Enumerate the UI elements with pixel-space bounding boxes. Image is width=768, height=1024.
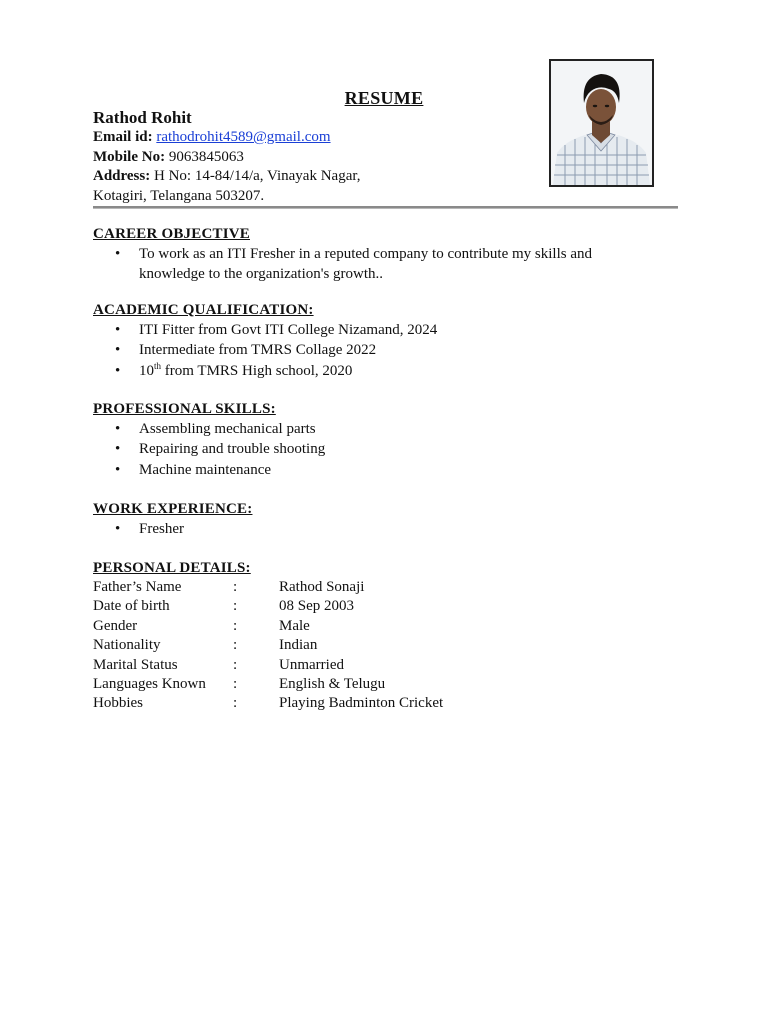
detail-label: Date of birth [93, 598, 170, 615]
detail-separator: : [233, 676, 238, 693]
table-row [93, 578, 443, 597]
detail-value: Male [279, 617, 310, 634]
contact-block [93, 108, 533, 206]
detail-separator: : [233, 579, 238, 595]
mobile-value: 9063845063 [168, 148, 244, 165]
list-item: • Intermediate from TMRS Collage 2022 [93, 340, 693, 360]
list-item: • Repairing and trouble shooting [93, 439, 693, 459]
experience-heading: WORK EXPERIENCE: [93, 501, 253, 517]
skills-section [93, 400, 693, 480]
candidate-name: Rathod Rohit [93, 108, 192, 127]
table-row [93, 636, 443, 655]
profile-photo [549, 59, 654, 187]
mobile-row [93, 148, 533, 168]
detail-label: Gender [93, 617, 138, 634]
detail-value: Unmarried [279, 656, 344, 673]
mobile-label: Mobile No: [93, 148, 166, 165]
detail-value: Rathod Sonaji [279, 579, 365, 595]
academic-section [93, 301, 693, 381]
table-row [93, 694, 443, 713]
address-label: Address: [93, 168, 151, 184]
detail-value: Indian [279, 637, 318, 654]
list-item: • To work as an ITI Fresher in a reputed company to contribute my skills and knowledge to the organization's growth.. [93, 244, 693, 285]
personal-details-table [93, 578, 443, 714]
header-divider [93, 206, 678, 209]
page-title: RESUME [344, 88, 424, 108]
table-row [93, 617, 443, 636]
portrait-image [551, 61, 652, 185]
list-item: • ITI Fitter from Govt ITI College Nizamand, 2024 [93, 320, 693, 340]
detail-separator: : [233, 656, 238, 673]
address-line2: Kotagiri, Telangana 503207. [93, 187, 265, 204]
academic-list [93, 320, 693, 381]
detail-label: Nationality [93, 637, 161, 654]
table-row [93, 675, 443, 694]
table-row [93, 656, 443, 675]
list-item: • Assembling mechanical parts [93, 419, 693, 439]
address-row [93, 167, 533, 187]
address-line1: H No: 14-84/14/a, Vinayak Nagar, [153, 168, 361, 184]
email-row [93, 128, 533, 148]
experience-list [93, 519, 693, 539]
detail-label: Languages Known [93, 676, 206, 693]
skills-list [93, 419, 693, 480]
detail-separator: : [233, 695, 238, 712]
personal-details-heading: PERSONAL DETAILS: [93, 560, 251, 576]
personal-details-section [93, 559, 693, 714]
detail-separator: : [233, 598, 238, 615]
detail-value: English & Telugu [279, 676, 386, 693]
email-link[interactable]: rathodrohit4589@gmail.com [156, 129, 331, 145]
table-row [93, 597, 443, 616]
career-objective-section [93, 225, 693, 285]
detail-label: Father’s Name [93, 579, 182, 595]
detail-separator: : [233, 637, 238, 654]
email-label: Email id: [93, 129, 153, 145]
career-objective-list [93, 244, 693, 285]
academic-heading: ACADEMIC QUALIFICATION: [93, 302, 314, 318]
career-objective-heading: CAREER OBJECTIVE [93, 226, 250, 242]
detail-label: Marital Status [93, 656, 178, 673]
list-item: • Fresher [93, 519, 693, 539]
skills-heading: PROFESSIONAL SKILLS: [93, 401, 276, 417]
detail-value: 08 Sep 2003 [279, 598, 354, 615]
detail-separator: : [233, 617, 238, 634]
detail-value: Playing Badminton Cricket [279, 695, 444, 712]
list-item: • Machine maintenance [93, 460, 693, 480]
detail-label: Hobbies [93, 695, 143, 712]
experience-section [93, 500, 693, 539]
list-item: • 10th from TMRS High school, 2020 [93, 361, 693, 381]
